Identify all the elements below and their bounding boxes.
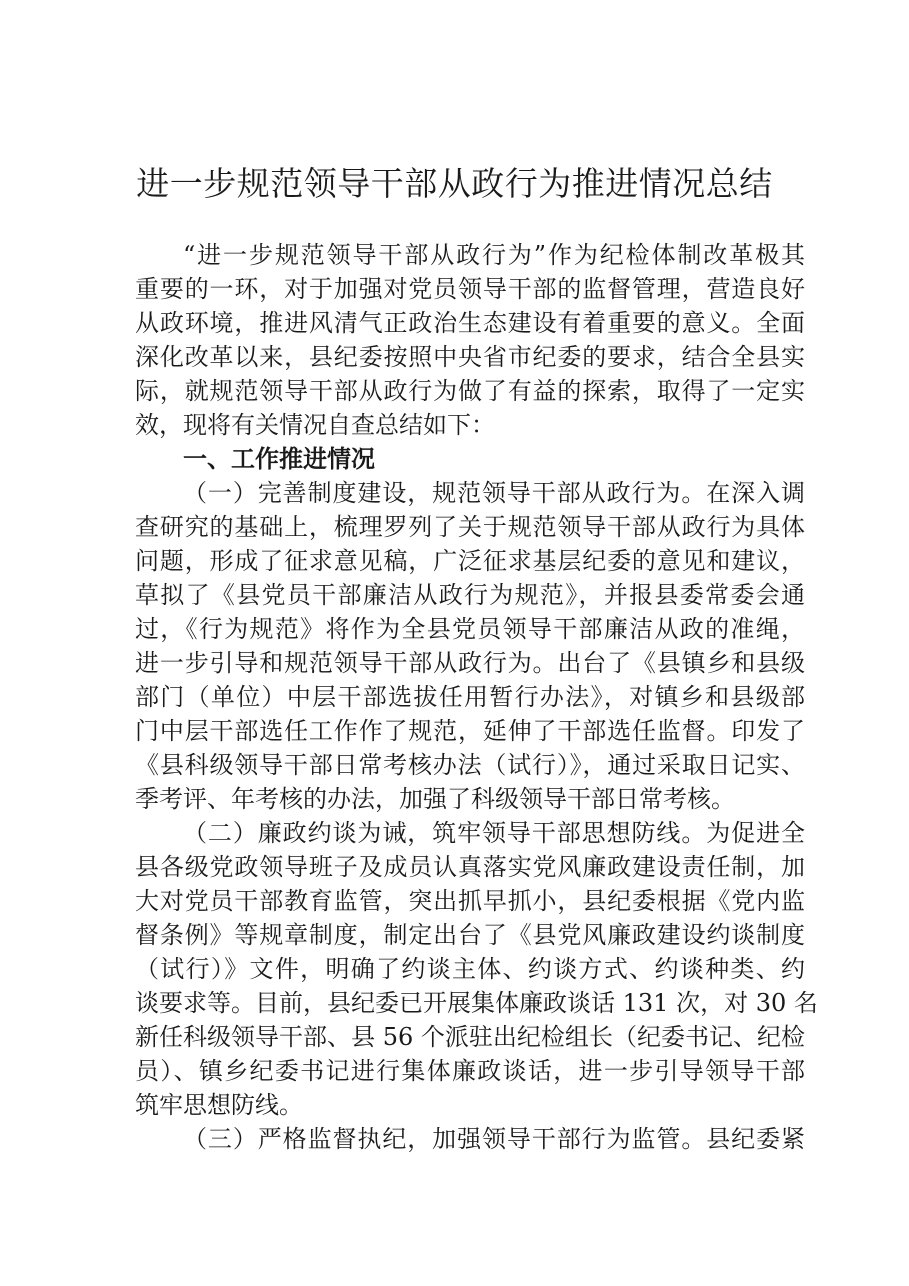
para2-line: 筑牢思想防线。 [135, 1091, 303, 1119]
para1-line: 进一步引导和规范领导干部从政行为。出台了《县镇乡和县级 [135, 649, 805, 677]
para1-line: 草拟了《县党员干部廉洁从政行为规范》，并报县委常委会通 [135, 581, 805, 609]
para1-line: 《县科级领导干部日常考核办法（试行）》，通过采取日记实、 [135, 751, 805, 779]
intro-line: 重要的一环，对于加强对党员领导干部的监督管理，营造良好 [135, 275, 805, 303]
para1-line: 季考评、年考核的办法，加强了科级领导干部日常考核。 [135, 785, 735, 813]
para1-line: （一）完善制度建设，规范领导干部从政行为。在深入调 [183, 479, 805, 507]
para3-line: （三）严格监督执纪，加强领导干部行为监管。县纪委紧 [183, 1125, 805, 1153]
para2-line: 大对党员干部教育监管，突出抓早抓小，县纪委根据《党内监 [135, 887, 805, 915]
para2-line: （试行）》文件，明确了约谈主体、约谈方式、约谈种类、约 [135, 955, 805, 983]
para2-line: （二）廉政约谈为诫，筑牢领导干部思想防线。为促进全 [183, 819, 805, 847]
intro-line: “进一步规范领导干部从政行为”作为纪检体制改革极其 [183, 241, 805, 269]
intro-line: 深化改革以来，县纪委按照中央省市纪委的要求，结合全县实 [135, 343, 805, 371]
para1-line: 过，《行为规范》将作为全县党员领导干部廉洁从政的准绳， [135, 615, 805, 643]
document-body [135, 238, 818, 1156]
para2-line: 谈要求等。目前，县纪委已开展集体廉政谈话 131 次，对 30 名 [135, 989, 818, 1017]
para2-line: 督条例》等规章制度，制定出台了《县党风廉政建设约谈制度 [135, 921, 805, 949]
para2-line: 员）、镇乡纪委书记进行集体廉政谈话，进一步引导领导干部 [135, 1057, 805, 1085]
para1-line: 门中层干部选任工作作了规范，延伸了干部选任监督。印发了 [135, 717, 805, 745]
para1-line: 问题，形成了征求意见稿，广泛征求基层纪委的意见和建议， [135, 547, 805, 575]
intro-line: 效，现将有关情况自查总结如下： [135, 411, 495, 439]
para1-line: 部门（单位）中层干部选拔任用暂行办法》，对镇乡和县级部 [135, 683, 805, 711]
document-title: 进一步规范领导干部从政行为推进情况总结 [136, 164, 773, 203]
para2-line: 县各级党政领导班子及成员认真落实党风廉政建设责任制，加 [135, 853, 805, 881]
para2-line: 新任科级领导干部、县 56 个派驻出纪检组长（纪委书记、纪检 [135, 1023, 805, 1051]
para1-line: 查研究的基础上，梳理罗列了关于规范领导干部从政行为具体 [135, 513, 805, 541]
section-heading: 一、工作推进情况 [183, 445, 375, 473]
intro-line: 际，就规范领导干部从政行为做了有益的探索，取得了一定实 [135, 377, 805, 405]
intro-line: 从政环境，推进风清气正政治生态建设有着重要的意义。全面 [135, 309, 805, 337]
